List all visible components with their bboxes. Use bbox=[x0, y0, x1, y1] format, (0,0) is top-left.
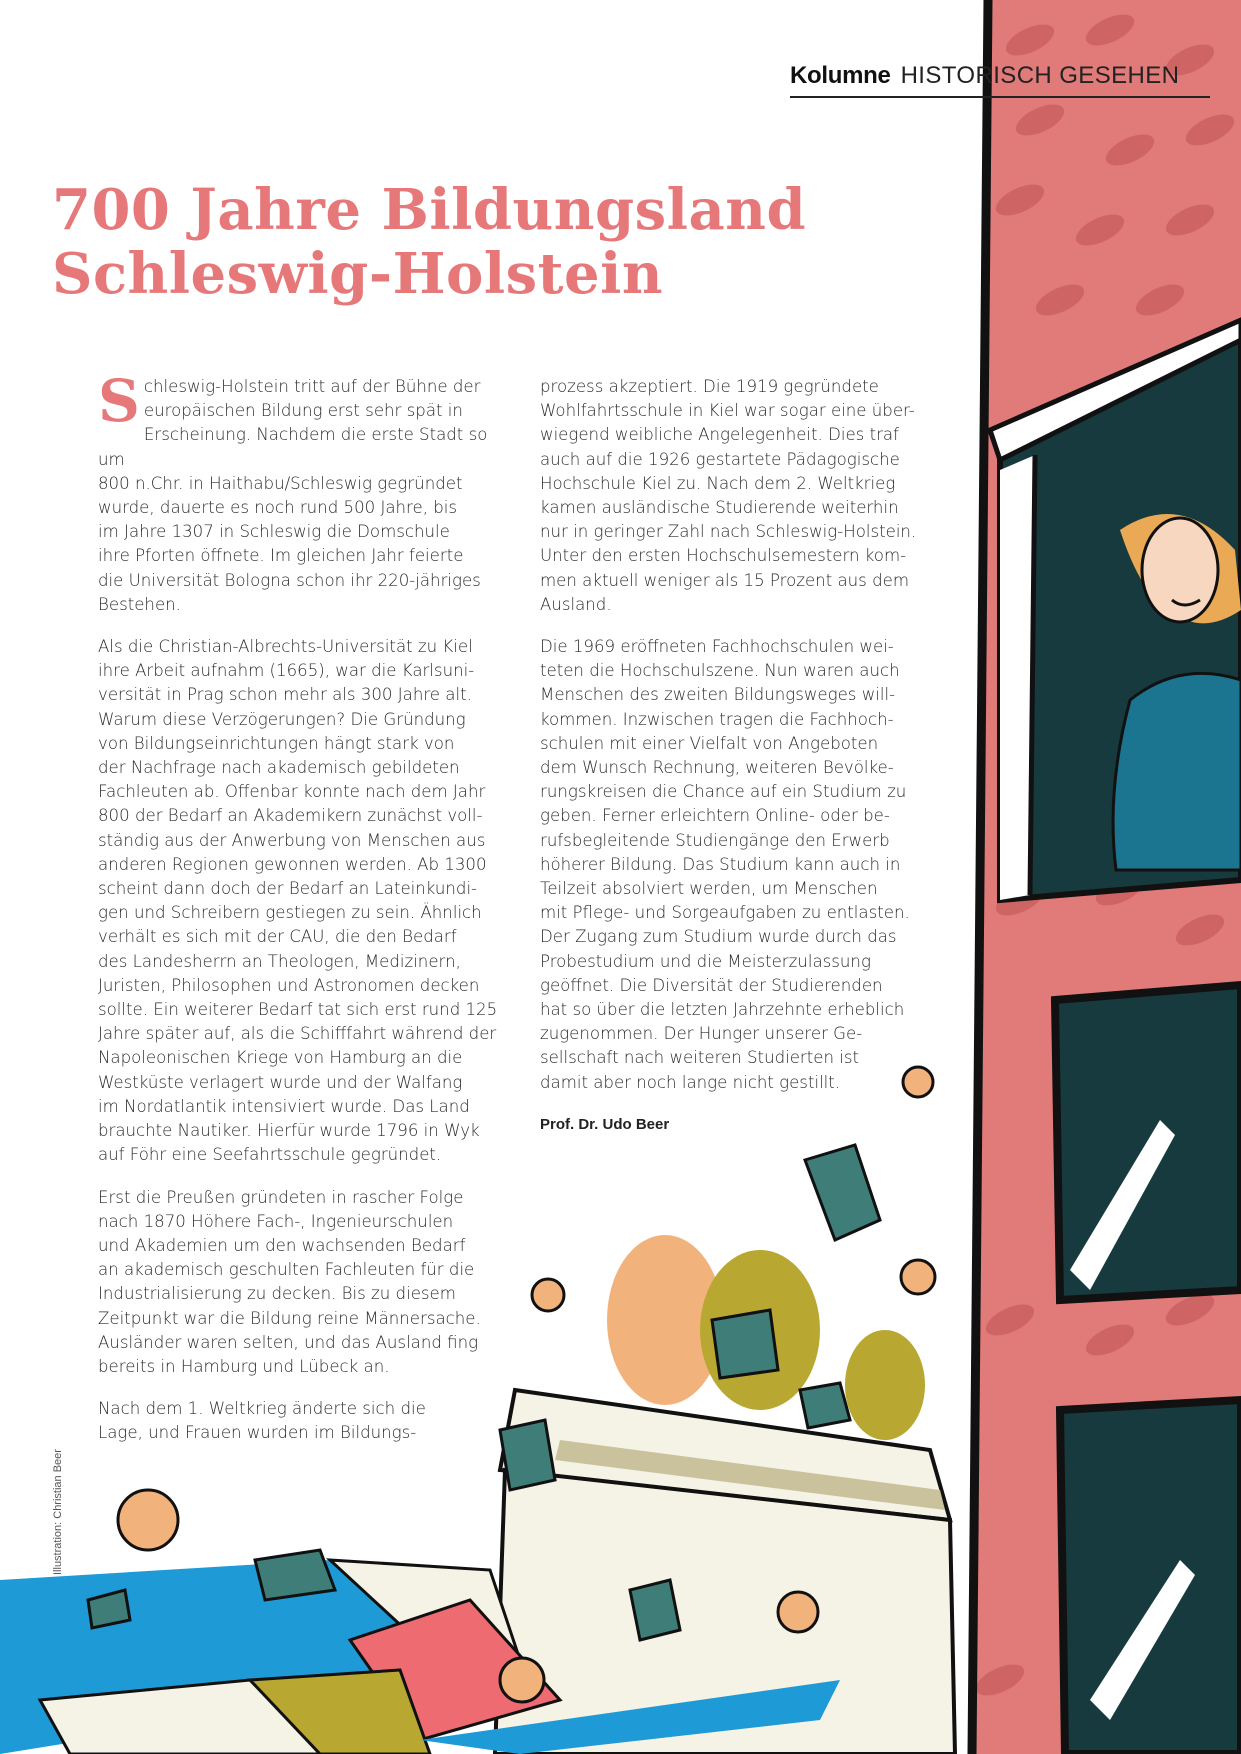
column-kicker: Kolumne bbox=[790, 62, 891, 89]
drop-cap: S bbox=[98, 367, 140, 435]
column-header bbox=[790, 62, 1210, 98]
author-byline: Prof. Dr. Udo Beer bbox=[540, 1115, 670, 1133]
article-paragraph: Nach dem 1. Weltkrieg änderte sich die Lage, und Frauen wurden im Bildungs- bbox=[98, 1399, 426, 1443]
window-middle bbox=[1055, 985, 1241, 1300]
article-paragraph: prozess akzeptiert. Die 1919 gegründete Wohlfahrtsschule in Kiel war sogar eine über- wiegend weibliche Angelegenheit. Dies traf auch auf die 1926 gestartete Pädagogische Hochschule Kiel zu. Nach dem 2. Weltkrieg kamen ausländische Studierende weiterhin nur in geringer Zahl nach Schleswig-Holstein. Unter den ersten Hochschulsemestern kom- men aktuell weniger als 15 Prozent aus dem Ausland. bbox=[540, 377, 917, 614]
page-title bbox=[52, 178, 932, 306]
illustration-credit: Illustration: Christian Beer bbox=[52, 1449, 64, 1575]
article-paragraph: Als die Christian-Albrechts-Universität zu Kiel ihre Arbeit aufnahm (1665), war die Karlsuni- versität in Prag schon mehr als 300 Jahre alt. Warum diese Verzögerungen? Die Gründung von Bildungseinrichtungen hängt stark von der Nachfrage nach akademisch gebildeten Fachleuten ab. Offenbar konnte nach dem Jahr 800 der Bedarf an Akademikern zunächst voll- ständig aus der Anwerbung von Menschen aus anderen Regionen gewonnen werden. Ab 1300 scheint dann doch der Bedarf an Lateinkundi- gen und Schreibern gestiegen zu sein. Ähnlich verhält es sich mit der CAU, die den Bedarf des Landesherrn an Theologen, Medizinern, Juristen, Philosophen und Astronomen decken sollte. Ein weiterer Bedarf tat sich erst rund 125 Jahre später auf, als die Schifffahrt während der Napoleonischen Kriege von Hamburg an die Westküste verlagert wurde und der Walfang im Nordatlantik intensiviert wurde. Das Land brauchte Nautiker. Hierfür wurde 1796 in Wyk auf Föhr eine Seefahrtsschule gegründet. bbox=[98, 637, 498, 1165]
article-column-left bbox=[98, 367, 503, 1464]
window-lower bbox=[1060, 1400, 1241, 1754]
column-section-title: HISTORISCH GESEHEN bbox=[900, 62, 1180, 89]
title-line-1: 700 Jahre Bildungsland bbox=[52, 177, 807, 243]
article-paragraph bbox=[98, 367, 503, 617]
article-paragraph: Erst die Preußen gründeten in rascher Folge nach 1870 Höhere Fach-, Ingenieurschulen und Akademien um den wachsenden Bedarf an akademisch geschulten Fachleuten für die Industrialisierung zu decken. Bis zu diesem Zeitpunkt war die Bildung reine Männersache. Ausländer waren selten, und das Ausland fing bereits in Hamburg und Lübeck an. bbox=[98, 1187, 481, 1376]
title-line-2: Schleswig-Holstein bbox=[52, 241, 664, 307]
paragraph-text: chleswig-Holstein tritt auf der Bühne der europäischen Bildung erst sehr spät in Erscheinung. Nachdem die erste Stadt so um 800 n.Chr. in Haithabu/Schleswig gegründet wurde, dauerte es noch rund 500 Jahre, bis im Jahre 1307 in Schleswig die Domschule ihre Pforten öffnete. Im gleichen Jahr feierte die Universität Bologna schon ihr 220-jähriges Bestehen. bbox=[98, 377, 488, 614]
article-paragraph: Die 1969 eröffneten Fachhochschulen wei- teten die Hochschulszene. Nun waren auch Menschen des zweiten Bildungsweges will- kommen. Inzwischen tragen die Fachhoch- schulen mit einer Vielfalt von Angeboten dem Wunsch Rechnung, weiteren Bevölke- rungskreisen die Chance auf ein Studium zu geben. Ferner erleichtern Online- oder be- rufsbegleitende Studiengänge den Erwerb höherer Bildung. Das Studium kann auch in Teilzeit absolviert werden, um Menschen mit Pflege- und Sorgeaufgaben zu entlasten. Der Zugang zum Studium wurde durch das Probestudium und die Meisterzulassung geöffnet. Die Diversität der Studierenden hat so über die letzten Jahrzehnte erheblich zugenommen. Der Hunger unserer Ge- sellschaft nach weiteren Studierten ist damit aber noch lange nicht gestillt. bbox=[540, 637, 910, 1092]
article-column-right bbox=[540, 375, 930, 1137]
